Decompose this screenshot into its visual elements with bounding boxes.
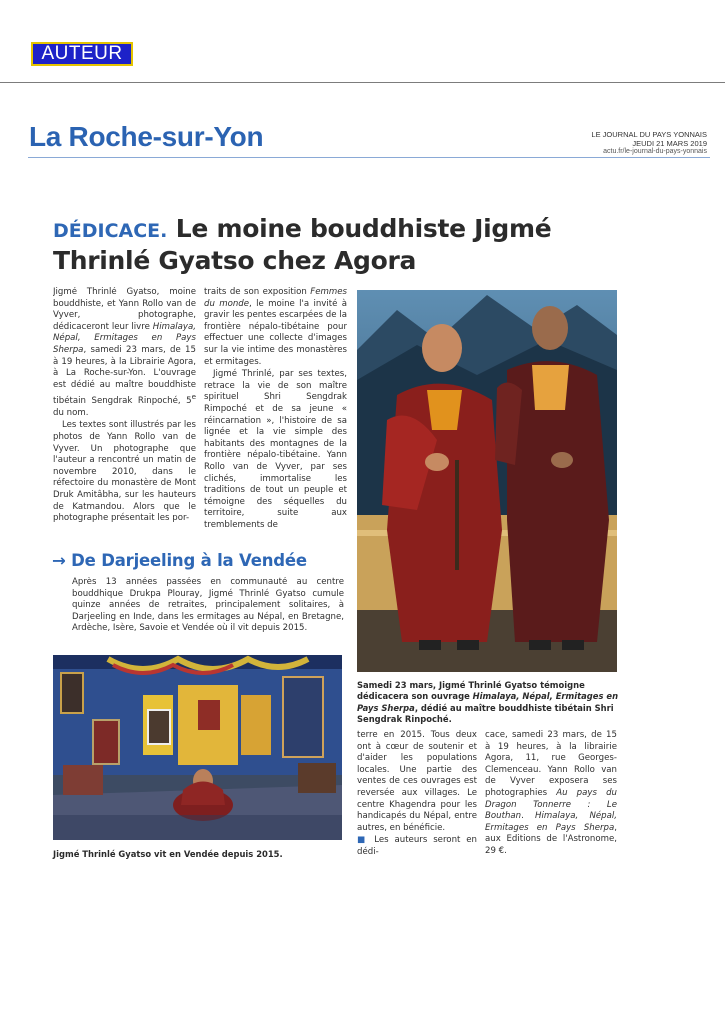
headline-kicker: DÉDICACE. bbox=[53, 220, 168, 242]
column-2-paragraph-1 bbox=[204, 287, 347, 368]
text-run: cace, samedi 23 mars, de 15 à 19 heures, à la librairie Agora, 11, rue Georges-Clemenceau. Yann Rollo van de Vyver exposera ses photographies bbox=[485, 730, 617, 798]
column-1-paragraph-2: Les textes sont illustrés par les photos de Yann Rollo van de Vyver. Un photographe que l'auteur a rencontré un matin de novembre 2010, dans le réfectoire du monastère de Mont Druk Amitâbha, sur les hauteurs de Katmandou. Alors que le photographe présentait les por- bbox=[53, 420, 196, 524]
text-run: Samedi 23 mars, Jigmé Thrinlé Gyatso témoigne dédicacera son ouvrage bbox=[357, 680, 585, 702]
column-3-paragraph-1: terre en 2015. Tous deux ont à cœur de soutenir et d'aider les populations locales. Une partie des ventes de ces ouvrages est reversée aux villages. Le centre Khagendra pour les handicapés du Népal, entre autres, en bénéficie. bbox=[357, 730, 477, 833]
page-city-title: La Roche-sur-Yon bbox=[29, 121, 264, 152]
monks-photo-caption bbox=[357, 680, 619, 726]
text-run: . bbox=[521, 811, 536, 822]
shrine-room-caption: Jigmé Thrinlé Gyatso vit en Vendée depuis 2015. bbox=[53, 849, 283, 859]
shrine-room-photo bbox=[53, 655, 342, 840]
column-4-paragraph-1 bbox=[485, 730, 617, 858]
section-badge: AUTEUR bbox=[31, 42, 133, 66]
text-run: , aux Editions de l'Astronome, 29 €. bbox=[485, 822, 617, 856]
column-1-paragraph-1 bbox=[53, 287, 196, 419]
ordinal-suffix: e bbox=[191, 392, 196, 402]
book-title: Himalaya, Népal, Ermitages en Pays Sherpa bbox=[485, 811, 617, 833]
book-title: Himalaya, Népal, Ermitages en Pays Sherpa bbox=[53, 321, 196, 355]
article-headline bbox=[53, 214, 633, 276]
text-run: Les auteurs seront en dédi- bbox=[357, 835, 477, 857]
bullet-square-icon: ■ bbox=[357, 835, 369, 846]
headline-line-2: Thrinlé Gyatso chez Agora bbox=[53, 246, 417, 275]
publication-url: actu.fr/le-journal-du-pays-yonnais bbox=[603, 148, 707, 155]
header-divider bbox=[0, 82, 725, 83]
column-2-paragraph-2: Jigmé Thrinlé, par ses textes, retrace la vie de son maître spirituel Shri Sengdrak Rimpoché et de sa jeune « réincarnation », l'histoire de sa lignée et la vie simple des habitants des montagnes de la frontière népalo-tibétaine. Yann Rollo van de Vyver, par ses clichés, immortalise les traditions de tout un peuple et témoigne des séquelles du territoire, suite aux tremblements de bbox=[204, 369, 347, 530]
article-column-3 bbox=[357, 730, 477, 865]
headline-line-1: Le moine bouddhiste Jigmé bbox=[175, 214, 552, 243]
text-run: Jigmé Thrinlé Gyatso, moine bouddhiste, et Yann Rollo van de Vyver, photographe, dédicaceront leur livre bbox=[53, 287, 196, 332]
text-run: , le moine l'a invité à gravir les pentes escarpées de la frontière népalo-tibétaine pour effectuer une collecte d'images sur la vie intime des monastères et ermitages. bbox=[204, 298, 347, 367]
shrine-room-illustration bbox=[53, 655, 342, 840]
monks-photo-illustration bbox=[357, 290, 617, 672]
text-run: , samedi 23 mars, de 15 à 19 heures, à la Librairie Agora, à La Roche-sur-Yon. L'ouvrage est dédié au maître bouddhiste tibétain Sengdrak Rinpoché, 5 bbox=[53, 344, 196, 407]
publication-name: LE JOURNAL DU PAYS YONNAIS bbox=[591, 130, 707, 139]
text-run: du nom. bbox=[53, 407, 89, 418]
article-column-1 bbox=[53, 287, 196, 530]
article-column-2 bbox=[204, 287, 347, 530]
exhibition-title: Au pays du Dragon Tonnerre : Le Bouthan bbox=[485, 787, 617, 822]
article-subheading: → De Darjeeling à la Vendée bbox=[52, 551, 307, 570]
subheading-paragraph bbox=[72, 577, 344, 641]
masthead bbox=[591, 131, 707, 157]
text-run: , dédié au maître bouddhiste tibétain Shri Sengdrak Rinpoché. bbox=[357, 702, 614, 725]
subheading-paragraph-text: Après 13 années passées en communauté au centre bouddhique Drukpa Plouray, Jigmé Thrinlé Gyatso cumule quinze années de retraites, principalement solitaires, à Darjeeling en Inde, dans les ermitages au Népal, en Bretagne, Ardèche, Isère, Savoie et Vendée où il vit depuis 2015. bbox=[72, 577, 344, 634]
city-divider bbox=[28, 157, 710, 158]
exhibition-title: Femmes du monde bbox=[204, 287, 347, 309]
book-title: Himalaya, Népal, Ermitages en Pays Sherpa bbox=[357, 691, 619, 713]
monks-photo bbox=[357, 290, 617, 672]
publication-date: JEUDI 21 MARS 2019 bbox=[632, 138, 707, 148]
article-column-4 bbox=[485, 730, 617, 865]
column-3-paragraph-2 bbox=[357, 835, 477, 858]
text-run: traits de son exposition bbox=[204, 287, 311, 297]
